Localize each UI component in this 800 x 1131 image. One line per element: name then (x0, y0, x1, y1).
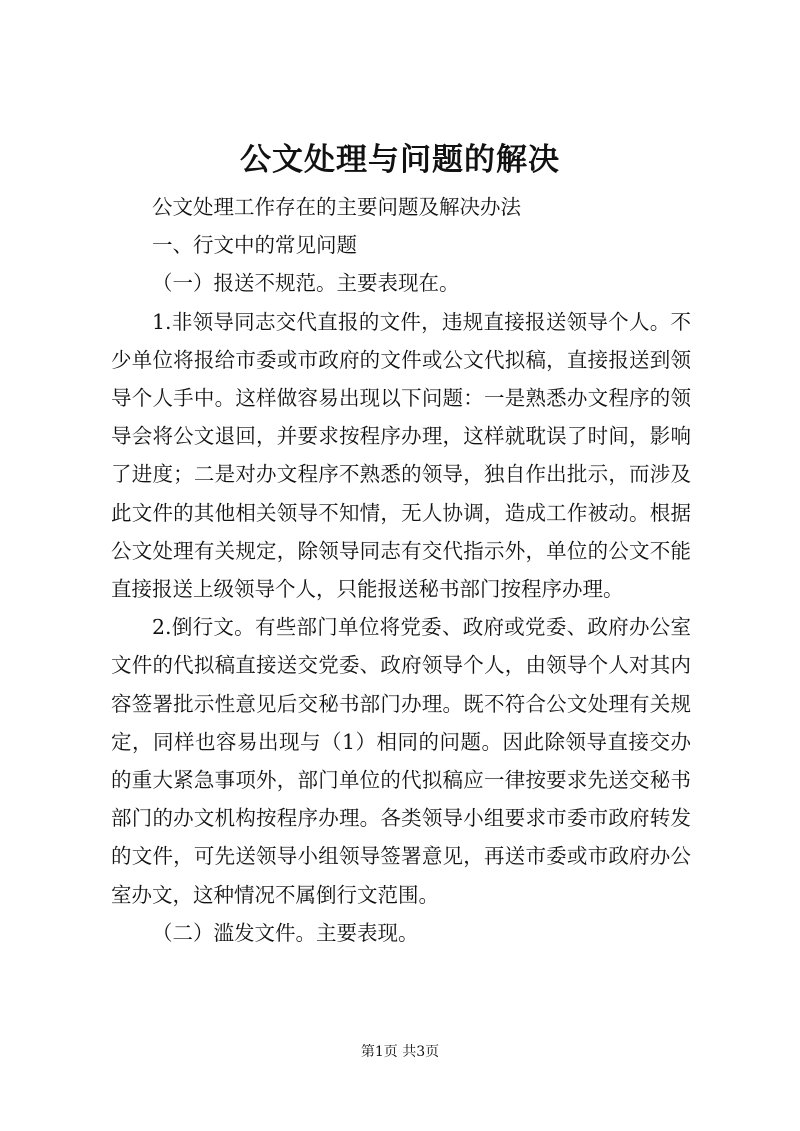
paragraph-item-1: 1.非领导同志交代直报的文件，违规直接报送领导个人。不少单位将报给市委或市政府的文件或公文代拟稿，直接报送到领导个人手中。这样做容易出现以下问题：一是熟悉办文程序的领导会将公文退回，并要求按程序办理，这样就耽误了时间，影响了进度；二是对办文程序不熟悉的领导，独自作出批示，而涉及此文件的其他相关领导不知情，无人协调，造成工作被动。根据公文处理有关规定，除领导同志有交代指示外，单位的公文不能直接报送上级领导个人，只能报送秘书部门按程序办理。 (111, 309, 691, 602)
document-title: 公文处理与问题的解决 (240, 142, 560, 178)
paragraph-item-2: 2.倒行文。有些部门单位将党委、政府或党委、政府办公室文件的代拟稿直接送交党委、政府领导个人，由领导个人对其内容签署批示性意见后交秘书部门办理。既不符合公文处理有关规定，同样也容易出现与（1）相同的问题。因此除领导直接交办的重大紧急事项外，部门单位的代拟稿应一律按要求先送交秘书部门的办文机构按程序办理。各类领导小组要求市委市政府转发的文件，可先送领导小组领导签署意见，再送市委或市政府办公室办文，这种情况不属倒行文范围。 (111, 615, 691, 907)
document-body (111, 188, 691, 952)
paragraph-subtitle: 公文处理工作存在的主要问题及解决办法 (152, 195, 521, 219)
paragraph-subsection-heading-2: （二）滥发文件。主要表现。 (152, 920, 419, 945)
page-footer: 第1页 共3页 (360, 1044, 440, 1060)
paragraph-section-heading: 一、行文中的常见问题 (152, 233, 357, 258)
paragraph-subsection-heading-1: （一）报送不规范。主要表现在。 (152, 271, 460, 296)
